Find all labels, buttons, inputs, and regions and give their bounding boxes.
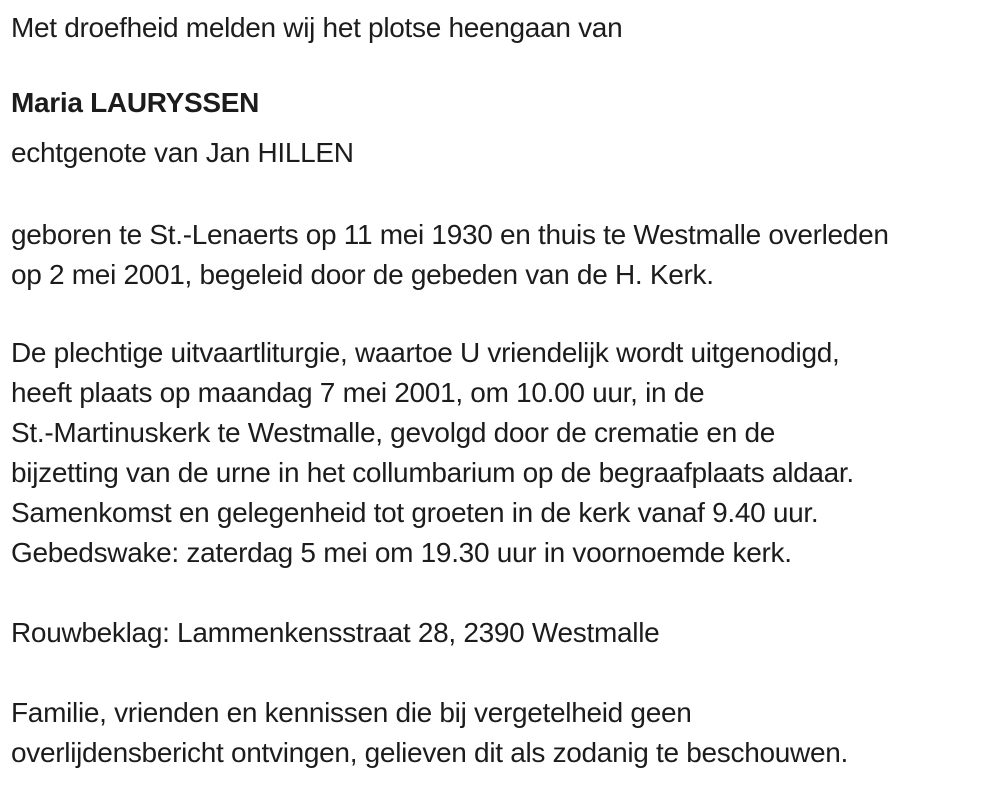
text-line: St.-Martinuskerk te Westmalle, gevolgd door de crematie en de bbox=[11, 417, 775, 448]
text-line: Samenkomst en gelegenheid tot groeten in de kerk vanaf 9.40 uur. bbox=[11, 497, 819, 528]
paragraph-deceased-name bbox=[11, 83, 1000, 123]
paragraph-birth-death-details bbox=[11, 215, 1000, 295]
paragraph-funeral-service bbox=[11, 333, 1000, 573]
paragraph-spouse bbox=[11, 133, 1000, 173]
text-line: overlijdensbericht ontvingen, gelieven dit als zodanig te beschouwen. bbox=[11, 737, 848, 768]
text-line: De plechtige uitvaartliturgie, waartoe U vriendelijk wordt uitgenodigd, bbox=[11, 337, 840, 368]
text-line: bijzetting van de urne in het collumbarium op de begraafplaats aldaar. bbox=[11, 457, 854, 488]
text-line: Met droefheid melden wij het plotse heengaan van bbox=[11, 12, 623, 43]
paragraph-intro bbox=[11, 8, 1000, 48]
text-line: Gebedswake: zaterdag 5 mei om 19.30 uur in voornoemde kerk. bbox=[11, 537, 792, 568]
text-line: heeft plaats op maandag 7 mei 2001, om 10.00 uur, in de bbox=[11, 377, 705, 408]
text-line: Maria LAURYSSEN bbox=[11, 87, 260, 118]
text-line: Familie, vrienden en kennissen die bij vergetelheid geen bbox=[11, 697, 692, 728]
paragraph-closing-notice bbox=[11, 693, 1000, 773]
text-line: echtgenote van Jan HILLEN bbox=[11, 137, 354, 168]
text-line: op 2 mei 2001, begeleid door de gebeden van de H. Kerk. bbox=[11, 259, 714, 290]
text-line: Rouwbeklag: Lammenkensstraat 28, 2390 Westmalle bbox=[11, 617, 660, 648]
text-line: geboren te St.-Lenaerts op 11 mei 1930 en thuis te Westmalle overleden bbox=[11, 219, 889, 250]
paragraph-condolence-address bbox=[11, 613, 1000, 653]
